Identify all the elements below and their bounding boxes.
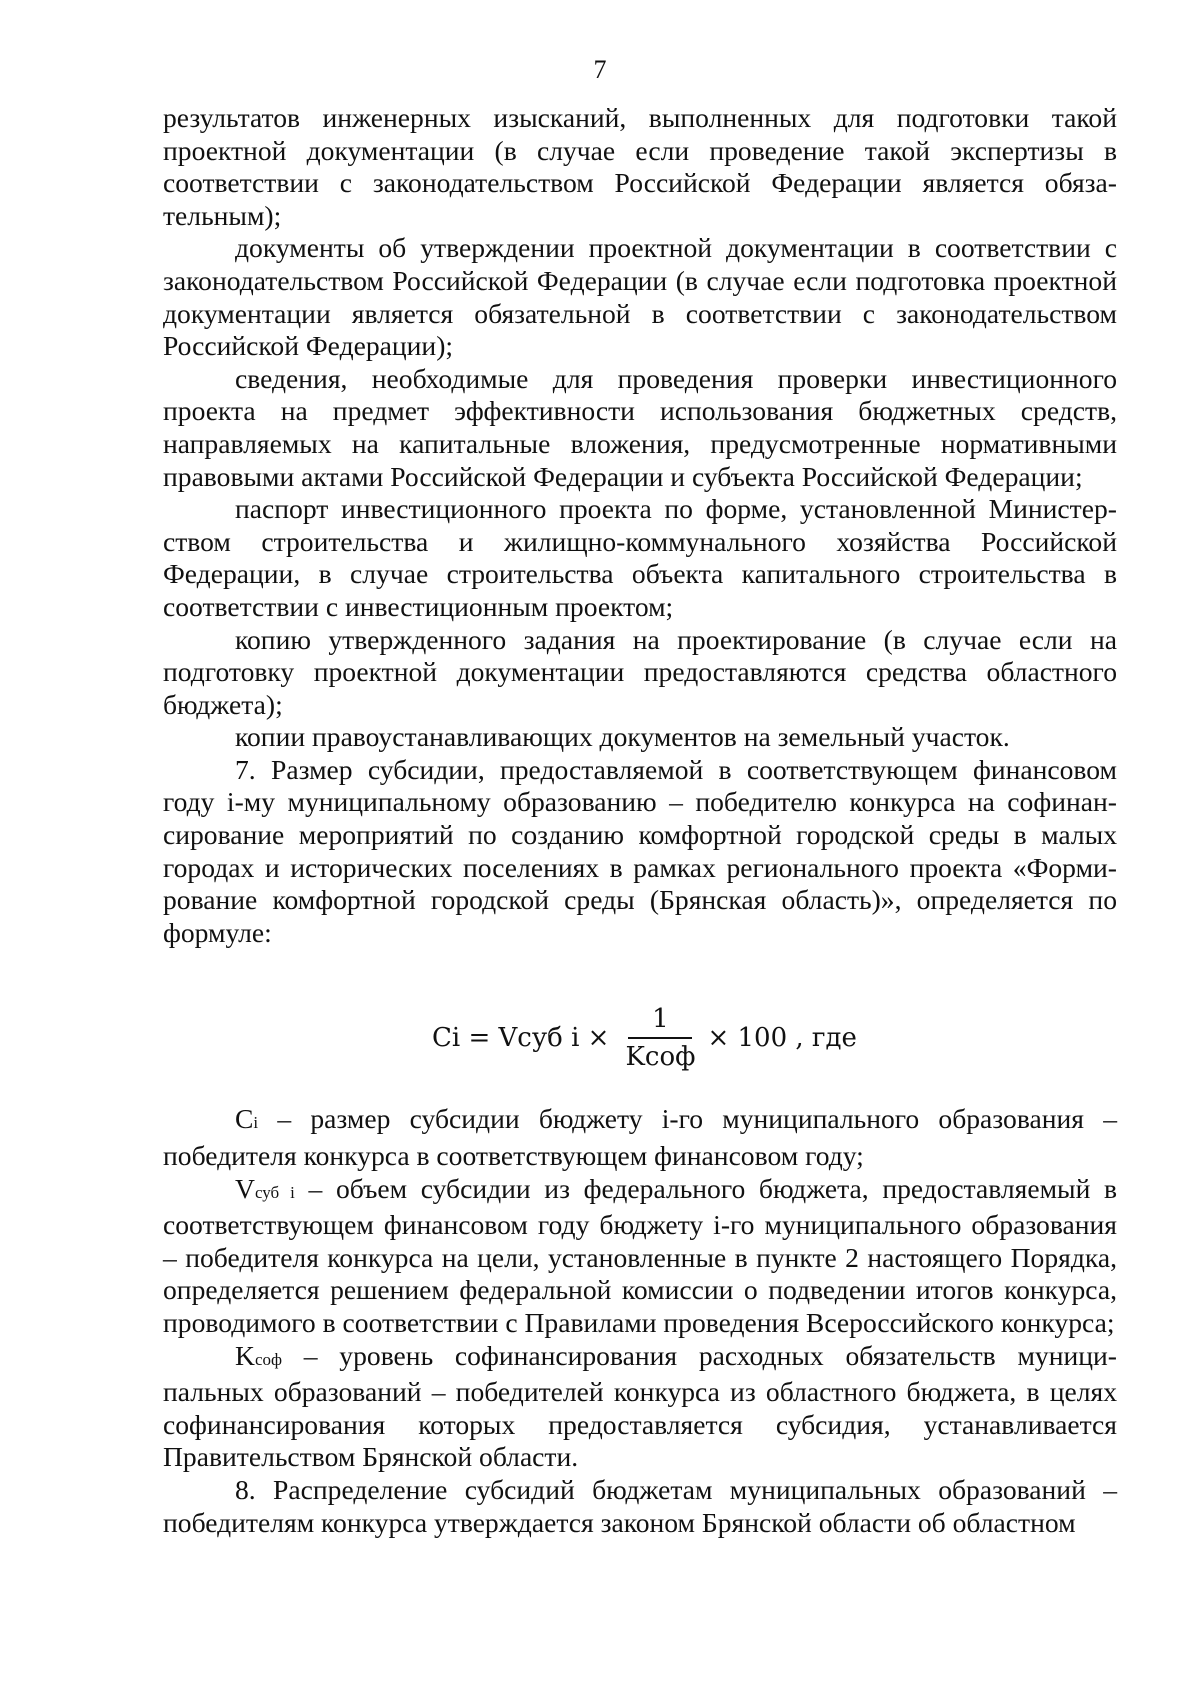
page-number: 7: [593, 55, 607, 84]
paragraph-investment-check-info: сведения, необходимые для проведения проверки инвестиционного проекта на предмет эффективности использования бюджетных средств, направляемых на капитальные вложения, предусмотренные нормативными правовыми актами Российской Федерации и субъекта Российской Федерации;: [163, 362, 1117, 492]
paragraph-7-subsidy-size: 7. Размер субсидии, предоставляемой в соответствующем финансовом году i-му муниципальному образованию – победителю конкурса на софинансирование мероприятий по созданию комфортной городской среды в малых городах и исторических поселениях в рамках регионального проекта «Формирование комфортной городской среды (Брянская область)», определяется по формуле:: [163, 753, 1117, 948]
paragraph-expertise-results: результатов инженерных изысканий, выполненных для подготовки такой проектной документации (в случае если проведение такой экспертизы в соответствии с законодательством Российской Федерации является обязательным);: [163, 102, 1117, 231]
paragraph-investment-passport: паспорт инвестиционного проекта по форме, установленной Министерством строительства и жилищно-коммунального хозяйства Российской Федерации, в случае строительства объекта капитального строительства в соответствии с инвестиционным проектом;: [163, 493, 1117, 622]
definition-ksof-text: – уровень софинансирования расходных обязательств муниципальных образований – победителей конкурса из областного бюджета, в целях софинансирования которых предоставляется субсидия, устанавливается Правительством Брянской области.: [163, 1339, 1117, 1473]
paragraph-land-title-copies: копии правоустанавливающих документов на земельный участок.: [235, 721, 1010, 753]
formula-denominator: Kсоф: [625, 1042, 696, 1073]
definition-vsub-symbol: V: [235, 1172, 255, 1204]
definition-ci: [163, 1103, 1117, 1172]
definition-ci-subscript: i: [253, 1113, 259, 1133]
definition-ksof-symbol: K: [235, 1339, 255, 1371]
definition-ci-text: – размер субсидии бюджету i-го муниципального образования – победителя конкурса в соответствующем финансовом году;: [163, 1103, 1117, 1172]
paragraph-8-distribution: 8. Распределение субсидий бюджетам муниципальных образований – победителям конкурса утверждается законом Брянской области об областном: [163, 1473, 1117, 1538]
definition-ci-symbol: C: [235, 1103, 254, 1135]
document-body: [163, 102, 1117, 1539]
definition-vsub-subscript: суб i: [254, 1182, 295, 1202]
paragraph-design-assignment-copy: копию утвержденного задания на проектирование (в случае если на подготовку проектной документации предоставляются средства областного бюджета);: [163, 623, 1117, 720]
formula-fraction: [625, 1005, 695, 1071]
definition-ksof-subscript: соф: [254, 1349, 282, 1369]
formula-rhs: × 100 , где: [707, 1023, 857, 1054]
formula-lhs: Ci = Vсуб i ×: [432, 1023, 610, 1054]
paragraph-project-approval-documents: документы об утверждении проектной документации в соответствии с законодательством Российской Федерации (в случае если подготовка проектной документации является обязательной в соответствии с законодательством Российской Федерации);: [163, 232, 1117, 362]
definition-ksof: [163, 1340, 1117, 1474]
definition-vsub: [163, 1173, 1117, 1340]
definition-vsub-text: – объем субсидии из федерального бюджета, предоставляемый в соответствующем финансовом году бюджету i-го муниципального образования – победителя конкурса на цели, установленные в пункте 2 настоящего Порядка, определяется решением федеральной комиссии о подведении итогов конкурса, проводимого в соответствии с Правилами проведения Всероссийского конкурса;: [163, 1172, 1117, 1338]
subsidy-formula: [163, 949, 1117, 1103]
formula-numerator: 1: [652, 1004, 669, 1035]
